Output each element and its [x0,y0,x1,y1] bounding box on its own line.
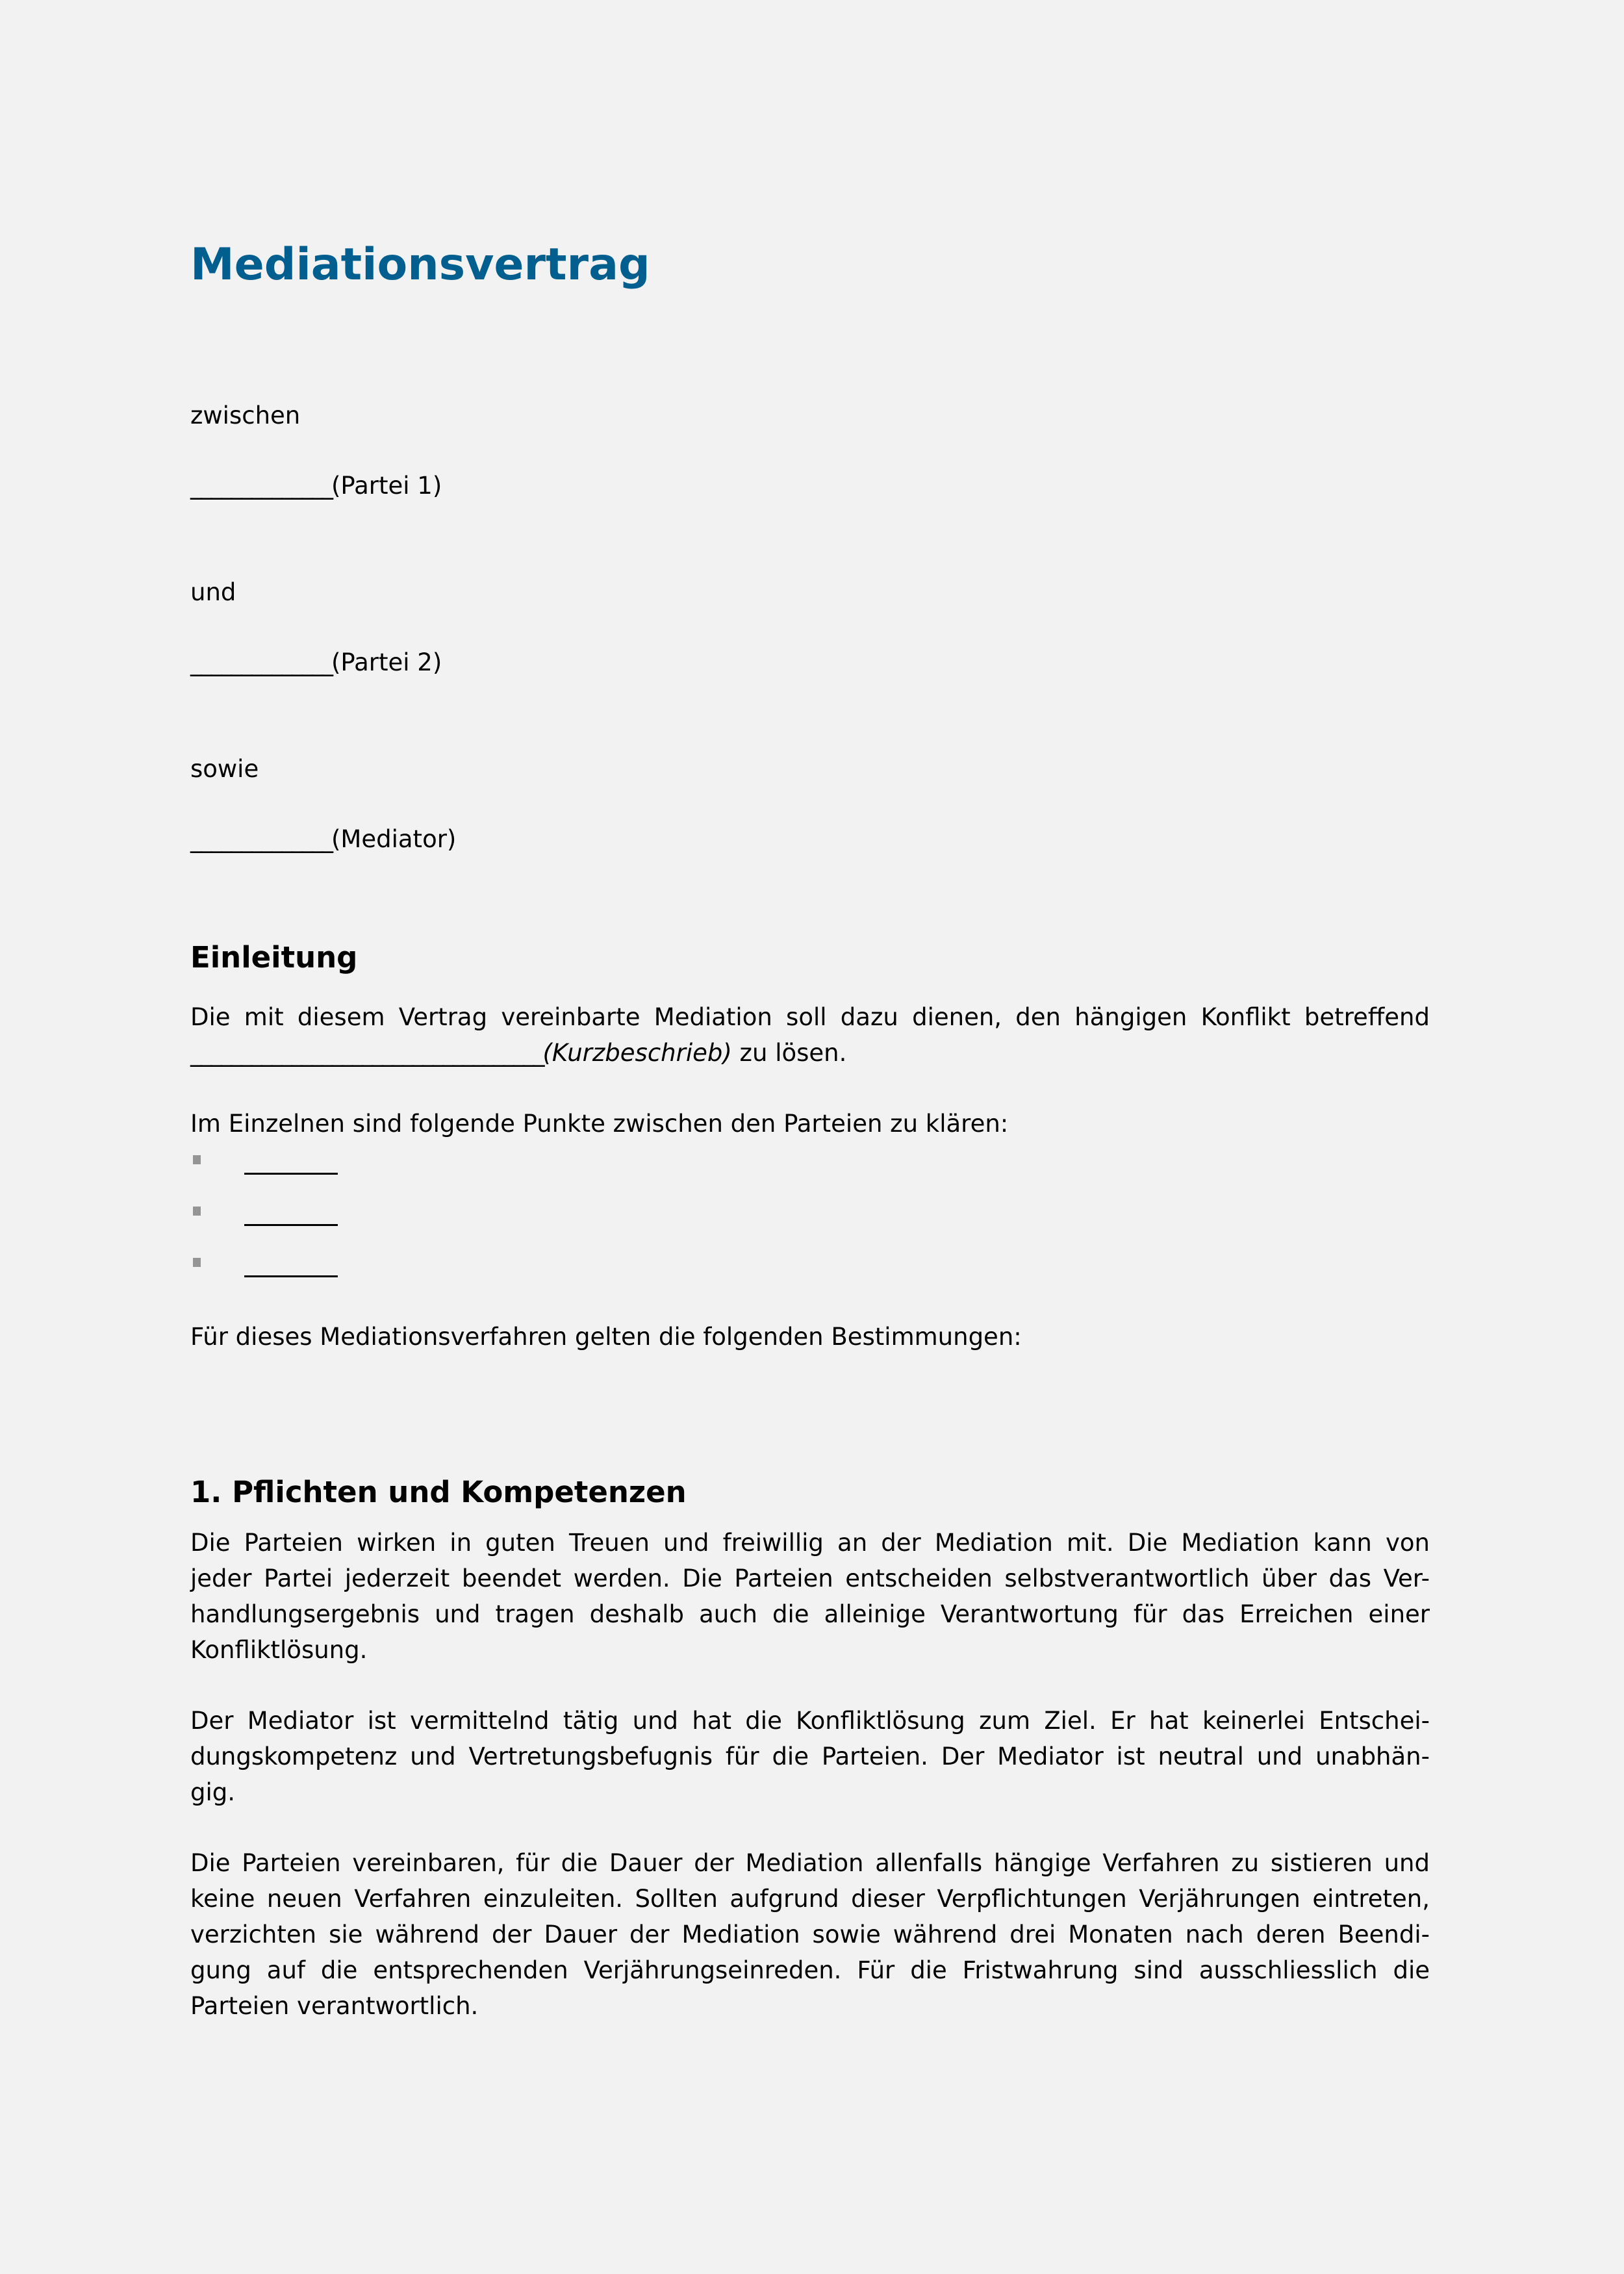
paragraph-line: jeder Partei jederzeit beendet werden. Die Parteien entscheiden selbstverantwortlich über das Ver- [190,1565,1430,1592]
paragraph-line: Konfliktlösung. [190,1636,368,1664]
paragraph-line: Parteien verantwortlich. [190,1992,479,2020]
party1-line [190,468,442,504]
party1-blank: ______________ [190,472,331,500]
paragraph-line: dungskompetenz und Vertretungsbefugnis für die Parteien. Der Mediator ist neutral und unabhän- [190,1743,1430,1770]
section1-number: 1. [190,1475,222,1509]
document-title: Mediationsvertrag [190,239,650,290]
square-bullet-icon [193,1155,201,1164]
point-blank [244,1173,338,1175]
paragraph-line: gig. [190,1778,236,1806]
paragraph-line: gung auf die entsprechenden Verjährungseinreden. Für die Fristwahrung sind ausschliesslich die [190,1956,1430,1984]
square-bullet-icon [193,1258,201,1267]
point-blank [244,1224,338,1226]
also-label: sowie [190,755,259,783]
between-label: zwischen [190,402,301,429]
section1-heading [190,1475,687,1509]
mediator-line [190,821,456,857]
paragraph-line: handlungsergebnis und tragen deshalb auch die alleinige Verantwortung für das Erreichen einer [190,1600,1430,1628]
paragraph-line: keine neuen Verfahren einzuleiten. Sollten aufgrund dieser Verpflichtungen Verjährungen eintreten, [190,1885,1430,1913]
and-label: und [190,578,236,606]
section1-title: Pflichten und Kompetenzen [232,1475,687,1509]
topic-blank: ___________________________________ [190,1039,543,1067]
intro-p1-end: zu lösen. [731,1039,847,1067]
paragraph-line: verzichten sie während der Dauer der Mediation sowie während drei Monaten nach deren Beendi- [190,1921,1430,1948]
party1-label: (Partei 1) [331,472,442,500]
intro-p1-line1: Die mit diesem Vertrag vereinbarte Mediation soll dazu dienen, den hängigen Konflikt betreffend [190,1003,1430,1031]
intro-p2: Im Einzelnen sind folgende Punkte zwischen den Parteien zu klären: [190,1110,1009,1138]
paragraph-line: Die Parteien vereinbaren, für die Dauer der Mediation allenfalls hängige Verfahren zu sistieren und [190,1849,1430,1877]
party2-blank: ______________ [190,648,331,676]
party2-line [190,645,442,680]
mediator-blank: ______________ [190,825,331,853]
intro-p1-line2 [190,1035,846,1071]
paragraph-line: Der Mediator ist vermittelnd tätig und hat die Konfliktlösung zum Ziel. Er hat keinerlei Entschei- [190,1707,1430,1735]
topic-placeholder: (Kurzbeschrieb) [542,1039,732,1067]
square-bullet-icon [193,1207,201,1216]
party2-label: (Partei 2) [331,648,442,676]
mediator-label: (Mediator) [331,825,457,853]
paragraph-line: Die Parteien wirken in guten Treuen und freiwillig an der Mediation mit. Die Mediation kann von [190,1529,1430,1557]
intro-heading: Einleitung [190,940,358,975]
point-blank [244,1275,338,1277]
intro-p3: Für dieses Mediationsverfahren gelten die folgenden Bestimmungen: [190,1323,1022,1351]
